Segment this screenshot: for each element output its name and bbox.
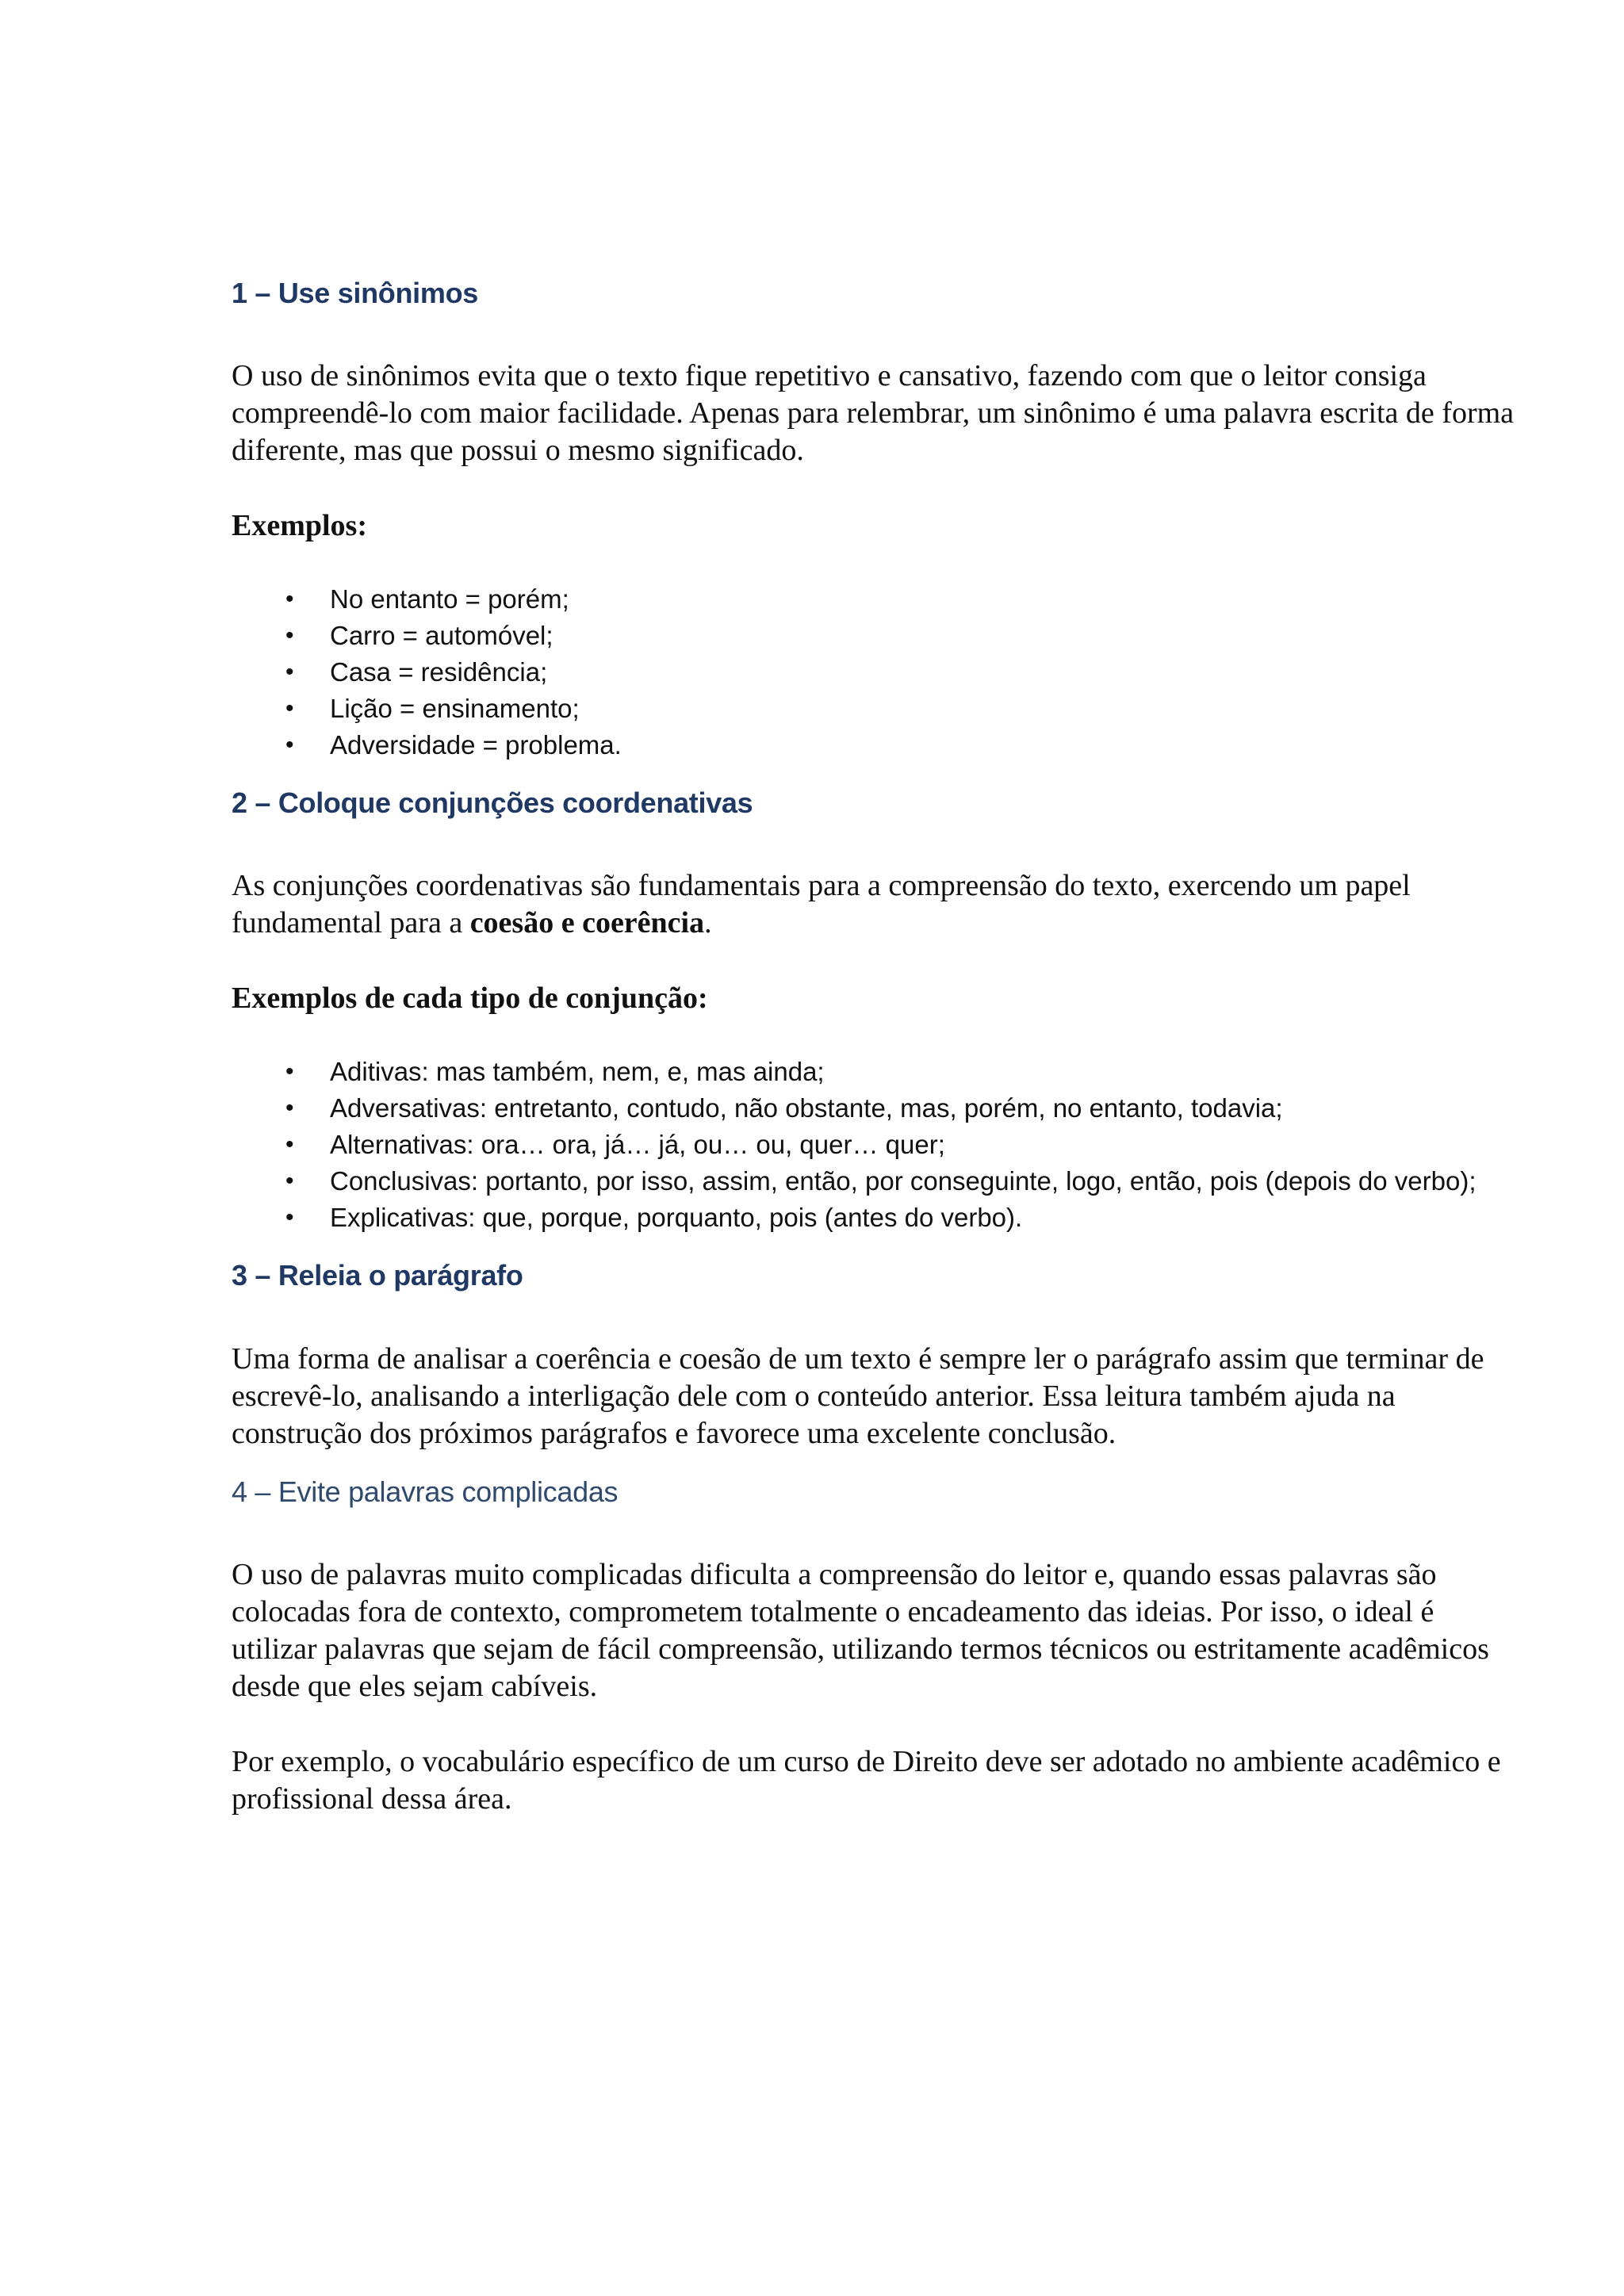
list-item-text: Lição = ensinamento; (330, 694, 580, 724)
list-item (232, 1127, 1516, 1163)
section-4-paragraph-2: Por exemplo, o vocabulário específico de um curso de Direito deve ser adotado no ambiente acadêmico e profissional dessa área. (232, 1744, 1501, 1816)
bullet-icon: • (285, 622, 294, 649)
bullet-icon: • (285, 732, 294, 759)
bullet-icon: • (285, 1058, 294, 1085)
bullet-icon: • (285, 1131, 294, 1158)
list-item-text: No entanto = porém; (330, 584, 569, 614)
list-item (232, 1090, 1516, 1127)
document-content (232, 276, 1516, 1818)
bullet-icon: • (285, 1095, 294, 1122)
bullet-icon: • (285, 659, 294, 686)
list-item-text: Adversidade = problema. (330, 730, 622, 760)
section-3-heading: 3 – Releia o parágrafo (232, 1259, 523, 1292)
list-item-text: Aditivas: mas também, nem, e, mas ainda; (330, 1057, 825, 1087)
list-item-text: Conclusivas: portanto, por isso, assim, então, por conseguinte, logo, então, pois (depois do verbo); (330, 1166, 1477, 1196)
section-2-paragraph (232, 867, 1516, 942)
list-item (232, 618, 1516, 654)
section-3-paragraph: Uma forma de analisar a coerência e coesão de um texto é sempre ler o parágrafo assim que terminar de escrevê-lo, analisando a interligação dele com o conteúdo anterior. Essa leitura também ajuda na construção dos próximos parágrafos e favorece uma excelente conclusão. (232, 1341, 1484, 1450)
section-1-paragraph: O uso de sinônimos evita que o texto fique repetitivo e cansativo, fazendo com que o leitor consiga compreendê-lo com maior facilidade. Apenas para relembrar, um sinônimo é uma palavra escrita de forma diferente, mas que possui o mesmo significado. (232, 359, 1515, 468)
section-2-paragraph-end: . (704, 906, 712, 940)
list-item-text: Alternativas: ora… ora, já… já, ou… ou, quer… quer; (330, 1130, 945, 1160)
list-item (232, 1200, 1516, 1236)
section-2-examples-list (232, 1054, 1516, 1236)
section-2-examples-label: Exemplos de cada tipo de conjunção: (232, 982, 708, 1016)
list-item-text: Explicativas: que, porque, porquanto, pois (antes do verbo). (330, 1203, 1023, 1233)
section-4-paragraph-1: O uso de palavras muito complicadas dificulta a compreensão do leitor e, quando essas palavras são colocadas fora de contexto, comprometem totalmente o encadeamento das ideias. Por isso, o ideal é utilizar palavras que sejam de fácil compreensão, utilizando termos técnicos ou estritamente acadêmicos desde que eles sejam cabíveis. (232, 1557, 1489, 1703)
list-item (232, 691, 1516, 727)
section-2-paragraph-bold: coesão e coerência (469, 906, 705, 940)
section-2-heading: 2 – Coloque conjunções coordenativas (232, 786, 753, 820)
list-item (232, 1054, 1516, 1090)
bullet-icon: • (285, 1168, 294, 1195)
list-item (232, 654, 1516, 691)
list-item (232, 727, 1516, 763)
section-2-paragraph-start: As conjunções coordenativas são fundamentais para a compreensão do texto, exercendo um papel fundamental para a (232, 869, 1411, 940)
section-4-heading: 4 – Evite palavras complicadas (232, 1475, 619, 1508)
list-item-text: Adversativas: entretanto, contudo, não obstante, mas, porém, no entanto, todavia; (330, 1093, 1283, 1123)
section-1-heading: 1 – Use sinônimos (232, 277, 479, 309)
bullet-icon: • (285, 695, 294, 722)
list-item-text: Casa = residência; (330, 657, 548, 687)
section-1-examples-label: Exemplos: (232, 509, 367, 543)
list-item (232, 581, 1516, 618)
list-item (232, 1163, 1516, 1200)
bullet-icon: • (285, 586, 294, 613)
section-1-examples-list (232, 581, 1516, 763)
list-item-text: Carro = automóvel; (330, 621, 553, 651)
bullet-icon: • (285, 1204, 294, 1231)
